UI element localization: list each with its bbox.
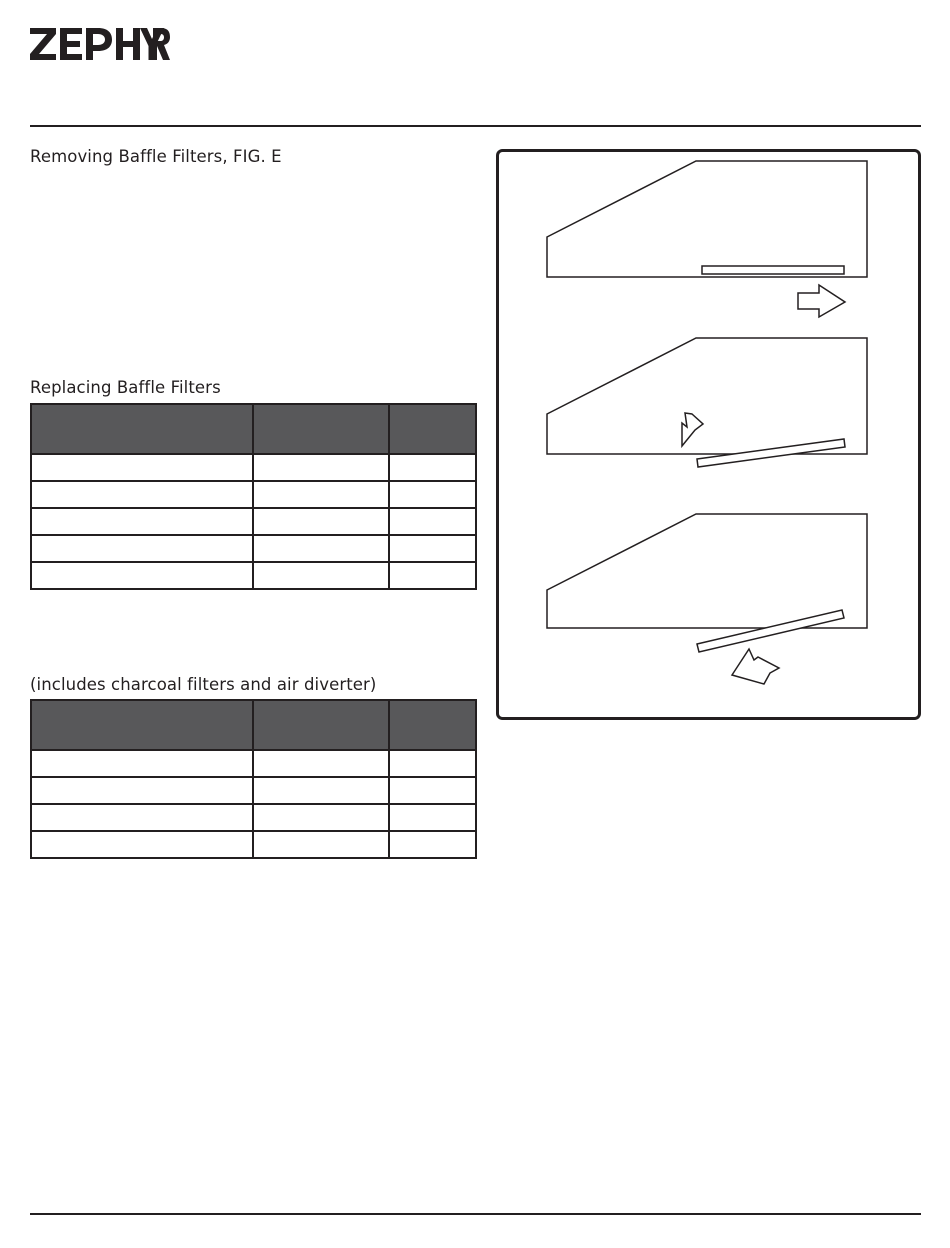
table-row xyxy=(31,508,476,535)
replacing-baffle-filters-heading: Replacing Baffle Filters xyxy=(30,378,221,397)
arrow-down-left-icon xyxy=(732,649,779,684)
arrow-right-icon xyxy=(798,285,845,317)
hood-step-1 xyxy=(547,161,867,317)
bottom-rule xyxy=(30,1213,921,1215)
table-row xyxy=(31,535,476,562)
hood-step-2 xyxy=(547,338,867,467)
table-cell xyxy=(253,508,389,535)
table-cell xyxy=(31,508,253,535)
table-cell xyxy=(389,804,476,831)
table-cell xyxy=(31,562,253,589)
removing-baffle-filters-heading: Removing Baffle Filters, FIG. E xyxy=(30,147,282,166)
table-header-cell xyxy=(253,404,389,454)
table-row xyxy=(31,562,476,589)
table-header-cell xyxy=(31,404,253,454)
figure-e-illustration xyxy=(496,149,921,720)
table-cell xyxy=(31,750,253,777)
table-cell xyxy=(389,750,476,777)
charcoal-parts-table xyxy=(30,699,477,859)
table-cell xyxy=(31,777,253,804)
table-cell xyxy=(31,454,253,481)
table-row xyxy=(31,750,476,777)
table-cell xyxy=(253,562,389,589)
table-cell xyxy=(389,481,476,508)
hood-step-3 xyxy=(547,514,867,684)
zephyr-logo xyxy=(30,26,170,62)
top-rule xyxy=(30,125,921,127)
baffle-parts-table xyxy=(30,403,477,590)
baffle-filter-in-place xyxy=(702,266,844,274)
table-row xyxy=(31,831,476,858)
table-cell xyxy=(253,804,389,831)
table-row xyxy=(31,454,476,481)
table-cell xyxy=(253,454,389,481)
table-cell xyxy=(31,804,253,831)
table-cell xyxy=(389,562,476,589)
charcoal-kit-heading: (includes charcoal filters and air diverter) xyxy=(30,675,377,694)
table-header-row xyxy=(31,404,476,454)
table-cell xyxy=(389,454,476,481)
table-header-cell xyxy=(389,700,476,750)
table-cell xyxy=(31,481,253,508)
table-cell xyxy=(253,831,389,858)
table-row xyxy=(31,804,476,831)
table-cell xyxy=(389,508,476,535)
table-row xyxy=(31,481,476,508)
table-cell xyxy=(253,750,389,777)
table-header-cell xyxy=(253,700,389,750)
table-cell xyxy=(253,535,389,562)
table-cell xyxy=(31,535,253,562)
table-cell xyxy=(389,535,476,562)
table-cell xyxy=(389,831,476,858)
table-header-row xyxy=(31,700,476,750)
table-header-cell xyxy=(389,404,476,454)
table-cell xyxy=(31,831,253,858)
table-cell xyxy=(389,777,476,804)
table-row xyxy=(31,777,476,804)
table-cell xyxy=(253,481,389,508)
table-cell xyxy=(253,777,389,804)
table-header-cell xyxy=(31,700,253,750)
